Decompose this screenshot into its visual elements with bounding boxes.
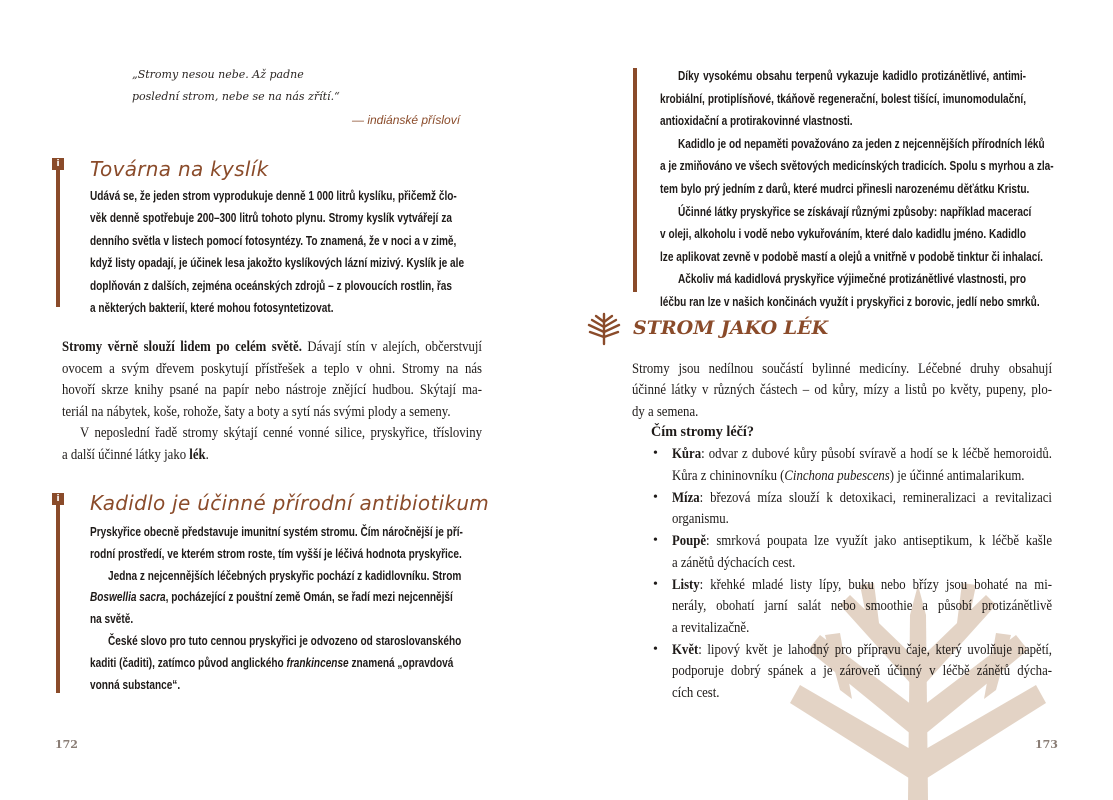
text-line bbox=[672, 446, 1052, 463]
text-line: Jedna z nejcennějších léčebných pryskyřic pochází z kadidlovníku. Strom bbox=[108, 568, 462, 583]
bullet-icon: • bbox=[653, 576, 658, 592]
text-line: tem bylo prý jedním z darů, které mudrci přinesli narozenému děťátku Kristu. bbox=[660, 182, 1030, 196]
text-run: znamená „opravdová bbox=[348, 655, 454, 670]
page-number: 173 bbox=[1035, 738, 1058, 751]
quote-attribution: — indiánské přísloví bbox=[352, 113, 461, 127]
bold-text: Míza bbox=[672, 489, 700, 506]
bold-text: Kůra bbox=[672, 446, 702, 462]
text-line: „Stromy nesou nebe. Až padne bbox=[132, 68, 304, 81]
text-run: . bbox=[205, 447, 209, 463]
text-line: a revitalizačně. bbox=[672, 619, 750, 636]
text-line: Ačkoliv má kadidlová pryskyřice výjimečné protizánětlivé vlastnosti, pro bbox=[678, 272, 1026, 287]
text-line: Udává se, že jeden strom vyprodukuje denně 1 000 litrů kyslíku, přičemž člo- bbox=[90, 189, 457, 203]
text-line bbox=[672, 490, 1052, 507]
bold-text: Květ bbox=[672, 641, 699, 658]
text-line: doplňován z dalších, zejména oceánských zdrojů – z plovoucích rostlin, řas bbox=[90, 278, 452, 293]
text-line bbox=[90, 656, 452, 670]
info-icon: i bbox=[52, 493, 64, 505]
bullet-icon: • bbox=[653, 489, 658, 505]
text-line: podporuje dobrý spánek a je zároveň účinný v léčbě zánětů dýcha- bbox=[672, 663, 1052, 679]
text-run: : odvar z dubové kůry působí svíravě a hodí se k léčbě hemoroidů. bbox=[701, 446, 1052, 462]
text-line: ovocem a svým dřevem poskytují přístřešek a teplo v ohni. Stromy na nás bbox=[62, 360, 482, 377]
text-line bbox=[672, 577, 1052, 594]
text-line: dy a semena. bbox=[632, 403, 699, 420]
subheading: Čím stromy léčí? bbox=[651, 424, 754, 440]
bullet-icon: • bbox=[653, 446, 658, 461]
text-line: Stromy jsou nedílnou součástí bylinné medicíny. Léčebné druhy obsahují bbox=[632, 361, 1052, 377]
text-line: antioxidační a protirakovinné vlastnosti. bbox=[660, 114, 853, 129]
text-line bbox=[672, 468, 1052, 485]
text-line: nerály, obohatí jarní salát nebo smoothie a působí protizánětlivě bbox=[672, 598, 1052, 614]
bullet-icon: • bbox=[653, 533, 658, 548]
text-line bbox=[672, 533, 1052, 550]
text-line bbox=[62, 339, 482, 356]
box-rule bbox=[633, 68, 637, 292]
text-line: denního světla v listech pomocí fotosyntézy. To znamená, že v noci a v zimě, bbox=[90, 233, 457, 248]
text-run: : lipový květ je lahodný pro přípravu čaje, který uvolňuje napětí, bbox=[698, 641, 1052, 658]
text-line: cích cest. bbox=[672, 684, 720, 701]
text-run: Dávají stín v alejích, občerstvují bbox=[301, 339, 482, 355]
text-line: Kadidlo je od nepaměti považováno za jeden z nejcennějších přírodních léků bbox=[678, 136, 1045, 151]
text-run: ) je účinné antimalarikum. bbox=[889, 467, 1025, 484]
text-line: teriál na nábytek, koše, rohože, šaty a boty a sytí nás svými plody a semeny. bbox=[62, 403, 451, 420]
text-line: poslední strom, nebe se na nás zřítí.“ bbox=[132, 90, 340, 103]
italic-text: Cinchona pubescens bbox=[784, 467, 890, 484]
text-line: organismu. bbox=[672, 511, 729, 527]
right-page bbox=[556, 0, 1113, 800]
page-number: 172 bbox=[55, 738, 78, 751]
text-run: Kůra z chininovníku ( bbox=[672, 467, 785, 484]
text-line: Účinné látky pryskyřice se získávají různými způsoby: například macerací bbox=[678, 204, 1032, 219]
text-line: Díky vysokému obsahu terpenů vykazuje kadidlo protizánětlivé, antimi- bbox=[678, 69, 1026, 83]
text-line: když listy opadají, je účinek lesa jakožto kyslíkových lázní mizivý. Kyslík je ale bbox=[90, 256, 465, 271]
bullet-icon: • bbox=[653, 641, 658, 657]
text-line bbox=[62, 447, 482, 464]
box-rule bbox=[56, 160, 60, 307]
text-line: vonná substance“. bbox=[90, 677, 181, 692]
text-run: kaditi (čaditi), zatímco původ anglického bbox=[90, 655, 287, 670]
text-line bbox=[90, 590, 452, 604]
text-line: Pryskyřice obecně představuje imunitní systém stromu. Čím náročnější je pří- bbox=[90, 525, 463, 539]
bold-text: Poupě bbox=[672, 533, 707, 549]
bold-text: lék bbox=[189, 447, 206, 463]
text-line: lze aplikovat zevně v podobě mastí a olejů a vnitřně v podobě tinktur či inhalací. bbox=[660, 249, 1043, 264]
text-line: rodní prostředí, ve kterém strom roste, tím vyšší je léčivá hodnota pryskyřice. bbox=[90, 546, 462, 561]
info-icon: i bbox=[52, 158, 64, 170]
italic-text: Boswellia sacra bbox=[90, 590, 166, 605]
text-line: V neposlední řadě stromy skýtají cenné vonné silice, pryskyřice, třísloviny bbox=[80, 425, 482, 442]
text-run: a další účinné látky jako bbox=[62, 447, 190, 463]
box-rule bbox=[56, 495, 60, 693]
text-line: věk denně spotřebuje 200–300 litrů tohoto plynu. Stromy kyslík vytvářejí za bbox=[90, 211, 452, 226]
text-run: : březová míza slouží k detoxikaci, remineralizaci a revitalizaci bbox=[699, 489, 1052, 506]
box-title: Kadidlo je účinné přírodní antibiotikum bbox=[90, 491, 490, 515]
text-line: krobiální, protiplísňové, tkáňově regenerační, bolest tišící, imunomodulační, bbox=[660, 91, 1026, 106]
left-page bbox=[0, 0, 556, 800]
text-run: , pocházející z pouštní země Omán, se řadí mezi nejcennější bbox=[165, 590, 453, 605]
text-line: a některých bakterií, které mohou fotosyntetizovat. bbox=[90, 301, 334, 315]
section-title: STROM JAKO LÉK bbox=[633, 317, 829, 339]
bold-text: Stromy věrně slouží lidem po celém světě. bbox=[62, 339, 302, 355]
text-line: a zánětů dýchacích cest. bbox=[672, 554, 796, 571]
box-title: Továrna na kyslík bbox=[90, 157, 269, 181]
text-line: účinné látky v různých částech – od kůry, mízy a listů po květy, pupeny, plo- bbox=[632, 382, 1052, 399]
text-line: České slovo pro tuto cennou pryskyřici je odvozeno od staroslovanského bbox=[108, 634, 462, 648]
text-line: na světě. bbox=[90, 612, 134, 627]
text-line: léčbu ran lze v našich končinách využít i pryskyřici z borovic, jedlí nebo smrků. bbox=[660, 295, 1040, 309]
text-run: : smrková poupata lze využít jako antiseptikum, k léčbě kašle bbox=[706, 533, 1052, 549]
tree-icon bbox=[586, 310, 622, 346]
italic-text: frankincense bbox=[286, 655, 349, 670]
text-run: : křehké mladé listy lípy, buku nebo břízy jsou bohaté na mi- bbox=[699, 576, 1052, 593]
text-line: a je zmiňováno ve všech světových medicínských tradicích. Spolu s myrhou a zla- bbox=[660, 159, 1054, 174]
text-line: hovoří skrze knihy psané na papír nebo nástroje znějící hudbou. Skýtají ma- bbox=[62, 382, 482, 399]
text-line: v oleji, alkoholu i vodě nebo vykuřováním, které dalo kadidlu jméno. Kadidlo bbox=[660, 227, 1026, 242]
text-line bbox=[672, 642, 1052, 659]
bold-text: Listy bbox=[672, 576, 700, 593]
